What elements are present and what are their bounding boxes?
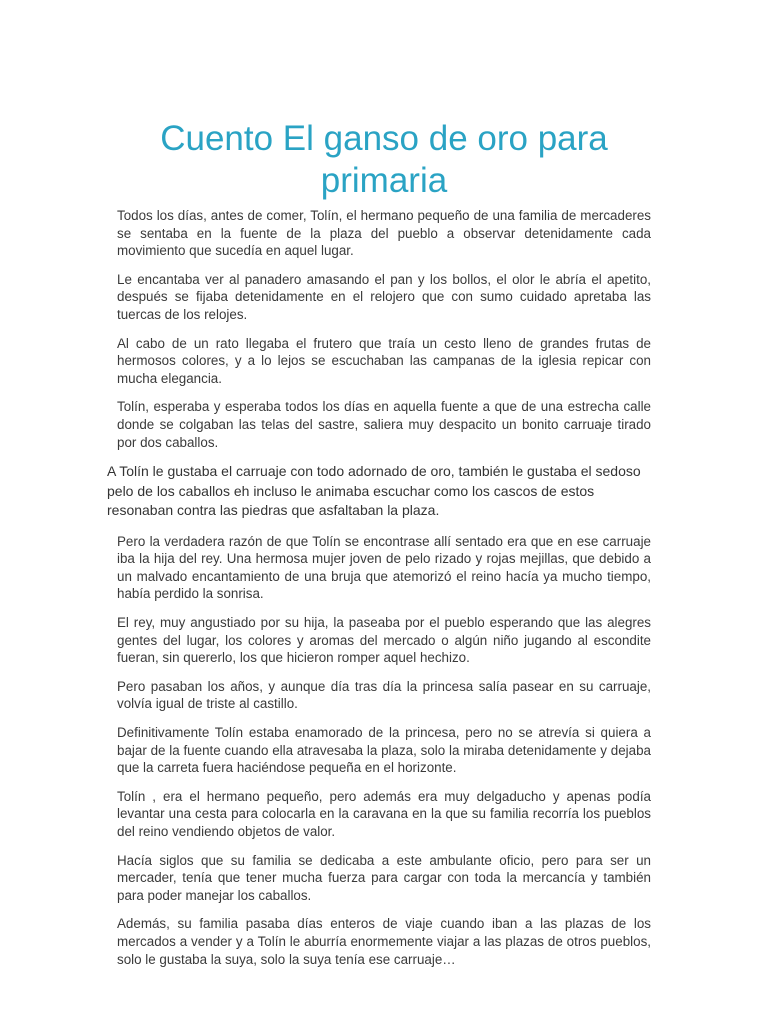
- paragraph-12: Además, su familia pasaba días enteros de viaje cuando iban a las plazas de los mercados a vender y a Tolín le aburría enormemente viajar a las plazas de otros pueblos, solo le gustaba la suya, solo la suya tenía ese carruaje…: [117, 916, 651, 967]
- story-body: [0, 207, 768, 968]
- paragraph-7: El rey, muy angustiado por su hija, la paseaba por el pueblo esperando que las alegres gentes del lugar, los colores y aromas del mercado o algún niño jugando al escondite fueran, sin quererlo, los que hicieron romper aquel hechizo.: [117, 615, 651, 666]
- paragraph-6: Pero la verdadera razón de que Tolín se encontrase allí sentado era que en ese carruaje iba la hija del rey. Una hermosa mujer joven de pelo rizado y rojas mejillas, que debido a un malvado encantamiento de una bruja que atemorizó el reino hacía ya mucho tiempo, había perdido la sonrisa.: [117, 533, 651, 602]
- paragraph-10: Tolín , era el hermano pequeño, pero además era muy delgaducho y apenas podía levantar una cesta para colocarla en la caravana en la que su familia recorría los pueblos del reino vendiendo objetos de valor.: [117, 788, 651, 839]
- paragraph-11: Hacía siglos que su familia se dedicaba a este ambulante oficio, pero para ser un mercader, tenía que tener mucha fuerza para cargar con toda la mercancía y también para poder manejar los caballos.: [117, 852, 651, 903]
- paragraph-5: A Tolín le gustaba el carruaje con todo adornado de oro, también le gustaba el sedoso pelo de los caballos eh incluso le animaba escuchar como los cascos de estos resonaban contra las piedras que asfaltaban la plaza.: [107, 463, 641, 519]
- page-title: Cuento El ganso de oro para primaria: [160, 119, 608, 200]
- paragraph-9: Definitivamente Tolín estaba enamorado de la princesa, pero no se atrevía si quiera a bajar de la fuente cuando ella atravesaba la plaza, solo la miraba detenidamente y dejaba que la carreta fuera haciéndose pequeña en el horizonte.: [117, 724, 651, 776]
- paragraph-2: Le encantaba ver al panadero amasando el pan y los bollos, el olor le abría el apetito, después se fijaba detenidamente en el relojero que con sumo cuidado apretaba las tuercas de los relojes.: [117, 271, 651, 322]
- paragraph-3: Al cabo de un rato llegaba el frutero que traía un cesto lleno de grandes frutas de hermosos colores, y a lo lejos se escuchaban las campanas de la iglesia repicar con mucha elegancia.: [117, 335, 651, 386]
- paragraph-4: Tolín, esperaba y esperaba todos los días en aquella fuente a que de una estrecha calle donde se colgaban las telas del sastre, saliera muy despacito un bonito carruaje tirado por dos caballos.: [117, 399, 651, 450]
- paragraph-1: Todos los días, antes de comer, Tolín, el hermano pequeño de una familia de mercaderes se sentaba en la fuente de la plaza del pueblo a observar detenidamente cada movimiento que sucedía en aquel lugar.: [117, 208, 651, 259]
- paragraph-8: Pero pasaban los años, y aunque día tras día la princesa salía pasear en su carruaje, volvía igual de triste al castillo.: [117, 678, 651, 712]
